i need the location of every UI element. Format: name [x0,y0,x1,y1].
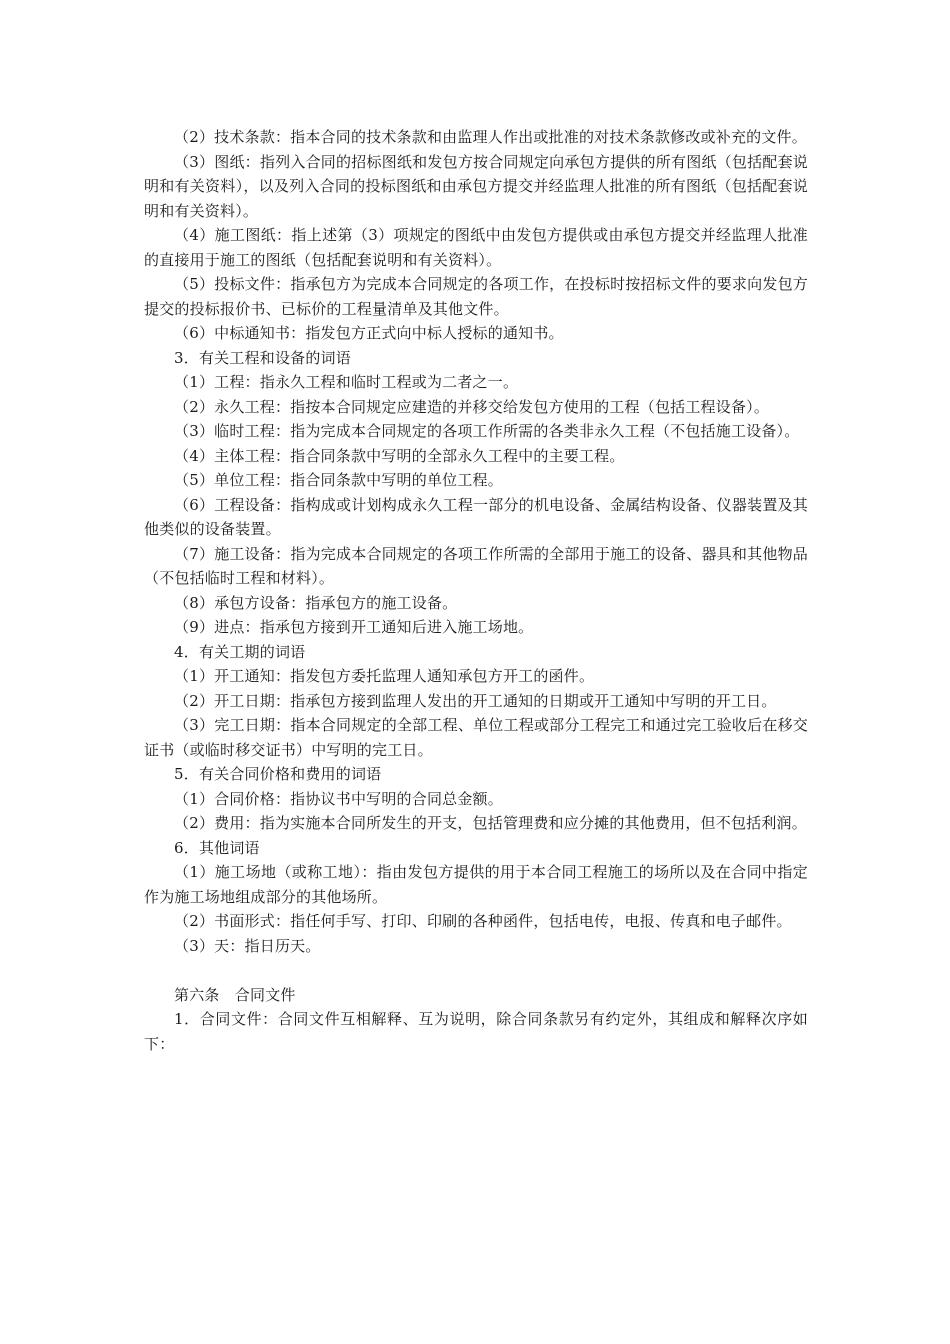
paragraph: （2）开工日期：指承包方接到监理人发出的开工通知的日期或开工通知中写明的开工日。 [174,691,777,710]
paragraph: （6）中标通知书：指发包方正式向中标人授标的通知书。 [174,324,564,342]
paragraph: （2）永久工程：指按本合同规定应建造的并移交给发包方使用的工程（包括工程设备）。 [174,397,770,416]
paragraph: （3）天：指日历天。 [174,936,321,955]
article-heading: 第六条 合同文件 [174,985,296,1004]
paragraph-spacer [144,958,808,983]
paragraph: （1）开工通知：指发包方委托监理人通知承包方开工的函件。 [174,667,595,685]
paragraph: （2）费用：指为实施本合同所发生的开支，包括管理费和应分摊的其他费用，但不包括利润。 [174,814,807,832]
section-heading: 6．其他词语 [174,838,260,857]
paragraph: （6）工程设备：指构成或计划构成永久工程一部分的机电设备、金属结构设备、仪器装置及其他类似的设备装置。 [144,495,808,538]
paragraph: （1）合同价格：指协议书中写明的合同总金额。 [174,789,503,808]
section-heading: 4．有关工期的词语 [174,642,306,661]
paragraph: （8）承包方设备：指承包方的施工设备。 [174,593,458,612]
paragraph: （5）投标文件：指承包方为完成本合同规定的各项工作，在投标时按招标文件的要求向发包方提交的投标报价书、已标价的工程量清单及其他文件。 [144,275,808,318]
paragraph: （3）临时工程：指为完成本合同规定的各项工作所需的各类非永久工程（不包括施工设备）。 [174,422,800,440]
paragraph: （2）技术条款：指本合同的技术条款和由监理人作出或批准的对技术条款修改或补充的文件。 [174,128,807,146]
paragraph: （1）施工场地（或称工地）：指由发包方提供的用于本合同工程施工的场所以及在合同中指定作为施工场地组成部分的其他场所。 [144,863,808,906]
document-body [144,125,808,1056]
paragraph: （3）图纸：指列入合同的招标图纸和发包方按合同规定向承包方提供的所有图纸（包括配套说明和有关资料），以及列入合同的投标图纸和由承包方提交并经监理人批准的所有图纸（包括配套说明和有关资料）。 [144,152,808,220]
paragraph: （7）施工设备：指为完成本合同规定的各项工作所需的全部用于施工的设备、器具和其他物品（不包括临时工程和材料）。 [144,544,808,587]
paragraph: （5）单位工程：指合同条款中写明的单位工程。 [174,471,503,489]
section-heading: 5．有关合同价格和费用的词语 [174,765,382,783]
paragraph: （2）书面形式：指任何手写、打印、印刷的各种函件，包括电传，电报、传真和电子邮件。 [174,912,792,930]
section-heading: 3．有关工程和设备的词语 [174,348,351,367]
paragraph: （4）主体工程：指合同条款中写明的全部永久工程中的主要工程。 [174,446,625,465]
paragraph: 1．合同文件：合同文件互相解释、互为说明，除合同条款另有约定外，其组成和解释次序如下： [144,1010,808,1053]
paragraph: （3）完工日期：指本合同规定的全部工程、单位工程或部分工程完工和通过完工验收后在移交证书（或临时移交证书）中写明的完工日。 [144,716,808,759]
paragraph: （1）工程：指永久工程和临时工程或为二者之一。 [174,373,519,391]
paragraph: （9）进点：指承包方接到开工通知后进入施工场地。 [174,618,534,636]
paragraph: （4）施工图纸：指上述第（3）项规定的图纸中由发包方提供或由承包方提交并经监理人批准的直接用于施工的图纸（包括配套说明和有关资料）。 [144,226,808,269]
